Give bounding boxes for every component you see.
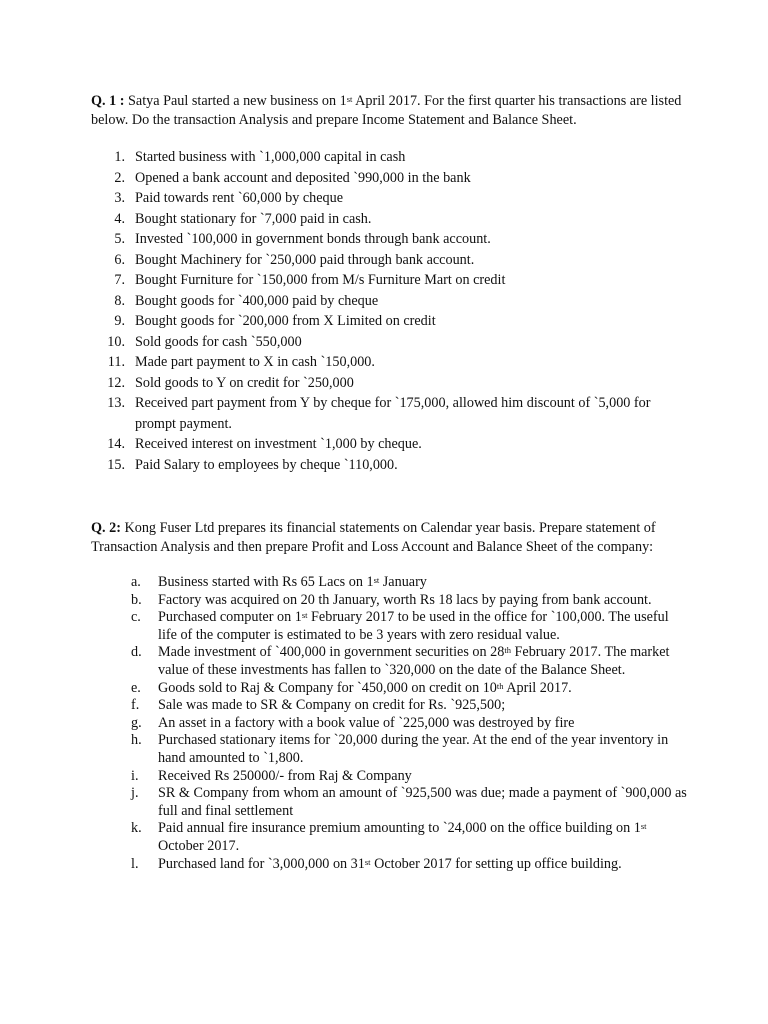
list-item-marker: 6. [114,251,125,268]
list-item-text: Bought goods for `200,000 from X Limited on credit [135,313,436,329]
list-item-marker: 10. [107,333,125,350]
list-item-text: Bought Machinery for `250,000 paid through bank account. [135,251,475,268]
list-item-marker: a. [131,574,141,590]
list-item [91,311,691,332]
list-item [91,644,691,679]
list-item-text: Purchased land for `3,000,000 on 31st October 2017 for setting up office building. [158,855,622,872]
list-item-text: Received interest on investment `1,000 by cheque. [135,436,422,452]
list-item-text: Sold goods for cash `550,000 [135,333,302,350]
question-1-intro [91,92,691,130]
list-item-marker: 7. [114,272,125,288]
list-item-text: Made investment of `400,000 in government securities on 28th February 2017. The market value of these investments has fallen to `320,000 on the date of the Balance Sheet. [158,644,670,678]
list-item-text: Purchased computer on 1st February 2017 to be used in the office for `100,000. The useful life of the computer is estimated to be 3 years with zero residual value. [158,609,669,643]
list-item-text: SR & Company from whom an amount of `925,500 was due; made a payment of `900,000 as full and final settlement [158,785,687,819]
list-item-text: Started business with `1,000,000 capital in cash [135,149,406,165]
list-item-marker: k. [131,820,142,837]
list-item [91,715,691,733]
list-item [91,373,691,394]
list-item [91,332,691,353]
list-item [91,732,691,767]
list-item-marker: d. [131,644,142,661]
list-item-marker: g. [131,714,142,731]
list-item-marker: e. [131,679,141,696]
list-item-marker: 2. [114,169,125,186]
list-item-marker: 3. [114,190,125,206]
list-item-marker: 9. [114,313,125,329]
list-item-text: Paid towards rent `60,000 by cheque [135,190,344,206]
question-1 [91,92,691,475]
list-item [91,168,691,189]
list-item-text: Received part payment from Y by cheque for `175,000, allowed him discount of `5,000 for prompt payment. [135,395,651,432]
list-item [91,229,691,250]
list-item [91,680,691,698]
question-2-number: Q. 2: [91,520,121,536]
list-item-text: Paid Salary to employees by cheque `110,000. [135,456,398,473]
list-item [91,352,691,373]
list-item-text: Goods sold to Raj & Company for `450,000 on credit on 10th April 2017. [158,679,572,696]
list-item-marker: i. [131,767,139,784]
question-2-intro [91,519,691,557]
list-item-text: Factory was acquired on 20 th January, worth Rs 18 lacs by paying from bank account. [158,591,652,608]
list-item-text: An asset in a factory with a book value of `225,000 was destroyed by fire [158,714,575,731]
question-2-text: Kong Fuser Ltd prepares its financial statements on Calendar year basis. Prepare statement of Transaction Analysis and then prepare Profit and Loss Account and Balance Sheet of the company: [91,520,656,555]
list-item [91,250,691,271]
list-item-marker: f. [131,697,140,714]
list-item-marker: 12. [107,374,125,391]
question-1-text: Satya Paul started a new business on 1st April 2017. For the first quarter his transactions are listed below. Do the transaction Analysis and prepare Income Statement and Balance Sheet. [91,93,682,128]
list-item [91,856,691,874]
list-item [91,270,691,291]
list-item [91,574,691,592]
list-item [91,291,691,312]
list-item-text: Sold goods to Y on credit for `250,000 [135,374,354,391]
list-item [91,393,691,434]
list-item-marker: j. [131,785,139,802]
list-item-marker: 15. [107,456,125,473]
list-item-text: Bought Furniture for `150,000 from M/s Furniture Mart on credit [135,272,506,288]
list-item-marker: 14. [107,436,125,452]
question-1-transaction-list [91,147,691,475]
list-item-marker: 4. [114,210,125,227]
list-item-text: Bought stationary for `7,000 paid in cash. [135,210,372,227]
question-2 [91,519,691,873]
list-item-marker: c. [131,609,141,626]
question-1-number: Q. 1 : [91,93,125,109]
list-item [91,609,691,644]
list-item-text: Opened a bank account and deposited `990,000 in the bank [135,169,471,186]
list-item-text: Bought goods for `400,000 paid by cheque [135,292,379,309]
list-item-text: Invested `100,000 in government bonds through bank account. [135,231,491,247]
list-item-marker: 1. [114,149,125,165]
list-item [91,188,691,209]
list-item-marker: l. [131,855,139,872]
list-item [91,697,691,715]
list-item-marker: 5. [114,231,125,247]
list-item [91,455,691,476]
list-item-text: Paid annual fire insurance premium amounting to `24,000 on the office building on 1st October 2017. [158,820,647,854]
list-item-marker: 8. [114,292,125,309]
list-item-marker: h. [131,732,142,749]
list-item [91,209,691,230]
list-item [91,785,691,820]
list-item-text: Made part payment to X in cash `150,000. [135,354,375,370]
list-item [91,147,691,168]
list-item-text: Purchased stationary items for `20,000 during the year. At the end of the year inventory in hand amounted to `1,800. [158,732,669,766]
list-item-text: Received Rs 250000/- from Raj & Company [158,767,412,784]
list-item [91,434,691,455]
list-item-text: Business started with Rs 65 Lacs on 1st January [158,574,427,590]
list-item [91,592,691,610]
list-item-text: Sale was made to SR & Company on credit for Rs. `925,500; [158,697,506,714]
list-item-marker: 13. [107,395,125,411]
list-item-marker: 11. [107,354,125,370]
list-item [91,820,691,855]
list-item [91,768,691,786]
list-item-marker: b. [131,591,142,608]
question-2-transaction-list [91,574,691,873]
